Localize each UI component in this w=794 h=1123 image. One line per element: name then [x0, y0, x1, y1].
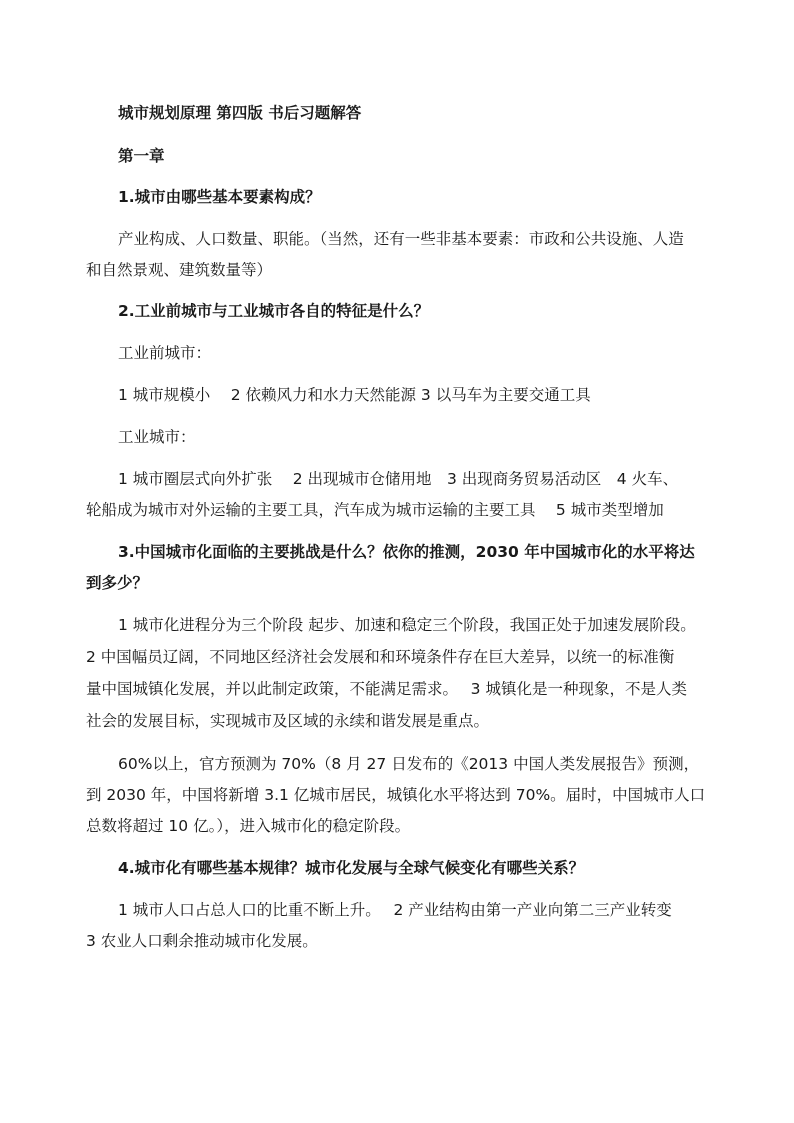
question-3-line-1: 3.中国城市化面临的主要挑战是什么？依你的推测，2030 年中国城市化的水平将达	[118, 543, 695, 561]
answer-3a-line-1: 1 城市化进程分为三个阶段 起步、加速和稳定三个阶段，我国正处于加速发展阶段。	[118, 616, 696, 634]
answer-3b-line-3: 总数将超过 10 亿。），进入城市化的稳定阶段。	[86, 817, 411, 835]
pre-industrial-label: 工业前城市：	[118, 344, 212, 362]
answer-3a-line-2: 2 中国幅员辽阔，不同地区经济社会发展和和环境条件存在巨大差异，以统一的标准衡	[86, 648, 675, 666]
document-title: 城市规划原理 第四版 书后习题解答	[118, 104, 362, 122]
answer-3a-line-4: 社会的发展目标，实现城市及区域的永续和谐发展是重点。	[86, 712, 490, 730]
answer-4-line-2: 3 农业人口剩余推动城市化发展。	[86, 932, 318, 950]
industrial-items-line-1: 1 城市圈层式向外扩张 2 出现城市仓储用地 3 出现商务贸易活动区 4 火车、	[118, 470, 679, 488]
answer-4-line-1: 1 城市人口占总人口的比重不断上升。 2 产业结构由第一产业向第二三产业转变	[118, 901, 672, 919]
question-1: 1.城市由哪些基本要素构成？	[118, 188, 321, 206]
answer-3a-line-3: 量中国城镇化发展，并以此制定政策，不能满足需求。 3 城镇化是一种现象，不是人类	[86, 680, 687, 698]
question-3-line-2: 到多少？	[86, 574, 149, 592]
industrial-items-line-2: 轮船成为城市对外运输的主要工具，汽车成为城市运输的主要工具 5 城市类型增加	[86, 501, 664, 519]
answer-3b-line-1: 60%以上，官方预测为 70%（8 月 27 日发布的《2013 中国人类发展报告》预测，	[118, 755, 700, 773]
answer-3b-line-2: 到 2030 年，中国将新增 3.1 亿城市居民，城镇化水平将达到 70%。届时，中国城市人口	[86, 786, 706, 804]
chapter-heading: 第一章	[118, 147, 165, 165]
industrial-label: 工业城市：	[118, 428, 196, 446]
question-2: 2.工业前城市与工业城市各自的特征是什么？	[118, 302, 430, 320]
answer-1-line-2: 和自然景观、建筑数量等）	[86, 261, 273, 279]
answer-1-line-1: 产业构成、人口数量、职能。（当然，还有一些非基本要素：市政和公共设施、人造	[118, 230, 684, 248]
question-4: 4.城市化有哪些基本规律？城市化发展与全球气候变化有哪些关系？	[118, 859, 585, 877]
pre-industrial-items: 1 城市规模小 2 依赖风力和水力天然能源 3 以马车为主要交通工具	[118, 386, 591, 404]
